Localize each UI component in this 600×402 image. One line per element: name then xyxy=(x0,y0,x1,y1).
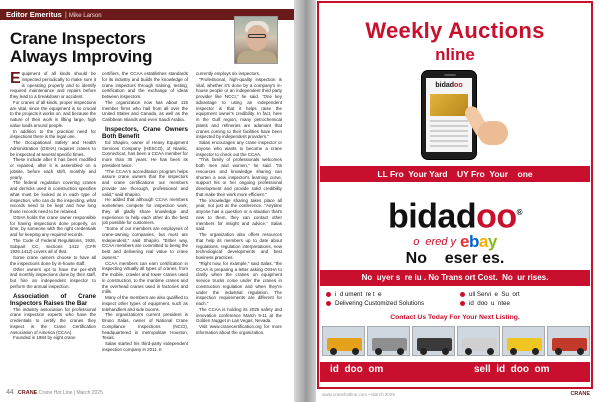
equipment-photo-excavator xyxy=(502,326,545,356)
paragraph: certifiers, the CCAA establishes standards for its industry and builds the knowledge of crane inspectors through training, testing, certification and the exchange of ideas between inspectors. xyxy=(102,71,188,99)
author-photo xyxy=(234,16,278,64)
bullet-icon xyxy=(460,301,465,306)
paragraph: The organization also offers resources that help its members up to date about regulations, regulation interpretations, new technological developments and best business practices. xyxy=(196,232,282,260)
subheading: Inspectors, Crane Owners Both Benefit xyxy=(102,125,188,140)
magazine-logo: CRANE xyxy=(570,391,590,397)
paragraph: The Occupational Safety and Health Administration (OSHA) requires cranes to be inspected at several specific times. xyxy=(10,140,96,157)
section-header: Editor Emeritus | Mike Larson xyxy=(6,10,102,19)
page-gutter xyxy=(294,0,316,402)
paragraph: Ed Shapiro, owner of Heavy Equipment Services Company (HESCO), of Niantic, Connecticut, has been a CCAA member for more than 30 years. He has been its president twice. xyxy=(102,139,188,168)
issue-line: Crane Hot Line | March 2025 xyxy=(38,390,103,396)
ad-subheadline: nline xyxy=(435,45,475,64)
bullet-icon xyxy=(460,292,465,297)
paragraph: Founded in 1984 by eight crane xyxy=(13,335,76,341)
equipment-photo-truck xyxy=(367,326,410,356)
paragraph: The CCAA is holding its 2025 safety and innovation conference March 9-11 at the Golden Nugget in Las Vegas, Nevada. xyxy=(196,306,282,324)
article-title xyxy=(10,30,232,66)
no-reserves-message: No eser es. xyxy=(405,250,505,267)
paragraph: The organization now has about 115 member firms who hail from all over the United States and Canada, as well as the Caribbean Islands and even Saudi Arabia. xyxy=(102,99,188,122)
website-url: id doo om xyxy=(330,364,384,375)
ad-page-footer xyxy=(322,392,594,397)
powered-by-text: o ered y xyxy=(413,236,456,248)
bidadoo-logo: bidadoo® xyxy=(387,197,523,236)
title-line-2: Always Improving xyxy=(10,47,153,66)
article-column-3 xyxy=(196,71,282,336)
equipment-photo-trailer xyxy=(457,326,500,356)
title-line-1: Crane Inspectors xyxy=(10,29,146,48)
feature-item: id doo u ntee xyxy=(460,299,510,308)
paragraph: currently employs six inspectors. xyxy=(196,71,261,76)
paragraph: The federal regulation covering cranes and derricks used in construction specifies what must be looked at in each type of inspection, who can do the inspecting, what records need to be kept and how long those records need to be retained. xyxy=(10,180,96,214)
author-name: Mike Larson xyxy=(68,13,102,19)
phone-listing-image xyxy=(430,94,468,116)
paragraph: CCAA members can earn certification in inspecting virtually all types of cranes, from the mobile, crawler and tower cranes used in construction, to the maritime cranes and the overhead cranes used in factories and mills. xyxy=(102,260,188,295)
ad-headline: Weekly Auctions xyxy=(365,18,545,43)
feature-item: i d ument re t e xyxy=(326,290,381,299)
magazine-logo: CRANE xyxy=(17,390,38,396)
paragraph: “Some of our members are employees of crane-owning companies, but most are independent,” said Shapiro. “Either way, CCAA members are committed to being the best and delivering real value to crane owners.” xyxy=(102,226,188,260)
equipment-photo-strip xyxy=(322,326,590,356)
paragraph: Other owners opt to have the per-shift and monthly inspections done by their staff, but hire an independent inspector to perform the annual inspection. xyxy=(10,266,96,289)
paragraph: The knowledge sharing takes place all year, not just at the conference. “Anytime anyone has a question or a situation that's new to them, they can contact other members for insight and advice,” Salas said. xyxy=(196,197,282,232)
equipment-photo-crane-truck xyxy=(547,326,590,356)
phone-app-logo: bidadoo xyxy=(435,82,463,89)
feature-item: Delivering Customized Solutions xyxy=(326,299,424,308)
paragraph: He added that although CCAA members sometimes compete for inspection work, they all gladly share knowledge and experience to help each other do the best job possible for customers. xyxy=(102,197,188,226)
hand-image xyxy=(464,105,510,151)
article-column-2 xyxy=(102,71,188,353)
paragraph: Some crane owners choose to have all the inspections done by in-house staff. xyxy=(10,255,96,266)
ad-banner-buy-sell: LL Fro Your Yard UY Fro Your one xyxy=(320,166,590,182)
equipment-photo-semi xyxy=(412,326,455,356)
advertisement-page xyxy=(316,0,600,402)
paragraph: “This family of professionals welcomes both men and women,” he said. “Its resources and knowledge sharing can shorten a new inspector's learning curve, support his or her ongoing professional development and provide solid credibility that make their work more efficient.” xyxy=(196,157,282,197)
page-footer xyxy=(6,389,103,396)
paragraph: “The CCAA's accreditation program helps assure crane owners that the inspectors and crane certifications our members provide are thorough, professional and valid,” said Shapiro. xyxy=(102,168,188,197)
paragraph: OSHA holds the crane owner responsible for having inspections done properly, on time, by someone with the right credentials and for keeping any required records. xyxy=(10,214,96,237)
bullet-icon xyxy=(326,301,331,306)
bullet-icon xyxy=(326,292,331,297)
page-number: 44 xyxy=(6,389,14,396)
footer-url: www.cranehotline.com • March 2025 xyxy=(322,392,395,397)
contact-call-to-action: Contact Us Today For Your Next Listing. xyxy=(390,314,520,321)
ebay-logo: ebay xyxy=(460,232,497,251)
article-page xyxy=(0,0,294,402)
article-column-1 xyxy=(10,71,96,341)
paragraph: Salas started his third-party independent inspection company in 2011. It xyxy=(102,341,188,352)
paragraph: The organization's current president is Bruno Salas, owner of National Crane Compliance Inspections (NCCI), headquartered in metropolitan Houston, Texas. xyxy=(102,312,188,341)
drop-cap: E xyxy=(10,71,21,87)
paragraph: Many of the members are also qualified to inspect other types of equipment, such as telehandlers and side booms. xyxy=(102,295,188,312)
paragraph: For cranes of all kinds, proper inspections are vital, since the equipment is so crucial to the projects it works on, and because the nature of their work is lifting large, high value loads around people. xyxy=(10,99,96,128)
section-name: Editor Emeritus xyxy=(6,10,62,19)
phone-listing-text xyxy=(430,120,468,148)
paragraph: The Code of Federal Regulations, 1926, Subpart CC, sections 1412 (CFR 1926.1412) covers all of that. xyxy=(10,237,96,255)
paragraph: Visit www.cranecertification.org for more information about the organization. xyxy=(196,324,282,335)
sell-website-url: sell id doo om xyxy=(474,364,550,375)
feature-item: ull Servi e Su ort xyxy=(460,290,520,299)
paragraph: quipment of all kinds should be inspected periodically to make sure it is operating properly and to identify required maintenance and repairs before they lead to a breakdown or accident. xyxy=(10,71,96,99)
paragraph: Salas encourages any crane inspector or anyone who wants to become a crane inspector to check out the CCAA. xyxy=(196,140,282,157)
ad-banner-no-fees: No uyer s re iu . No Trans ort Cost. No ur rises. xyxy=(320,270,590,286)
paragraph: “Right now, for example,” said Salas, “the CCAA is preparing a letter asking OSHA to clarify when the cranes on equipment service trucks come under the cranes in construction regulation and when they're under the industrial regulation. The inspection requirements are different for each.” xyxy=(196,260,282,306)
paragraph: “Professional, high-quality inspection is vital, whether it's done by a company's in-house people or an independent third party provider like NCCI,” he said. “One key advantage to using an independent inspector is that it helps raise the equipment owner's credibility. In fact, here in the Gulf region, many petrochemical plants and refineries are adamant that cranes coming to their facilities have been inspected by independent providers.” xyxy=(196,76,282,140)
paragraph: These include after it has been modified or repaired, after it is assembled on a jobsite, before each shift, monthly and yearly. xyxy=(10,157,96,180)
paragraph: The industry association for professional crane inspection experts who have the credentials to certify the cranes they inspect is the Crane Certification Association of America (CCAA). xyxy=(10,306,96,335)
paragraph: In addition to the practical need for inspections there is the legal one. xyxy=(10,128,96,140)
subheading: Association of Crane Inspectors Raises the Bar xyxy=(10,292,96,307)
powered-by-line xyxy=(320,232,590,252)
equipment-photo-loader xyxy=(322,326,365,356)
